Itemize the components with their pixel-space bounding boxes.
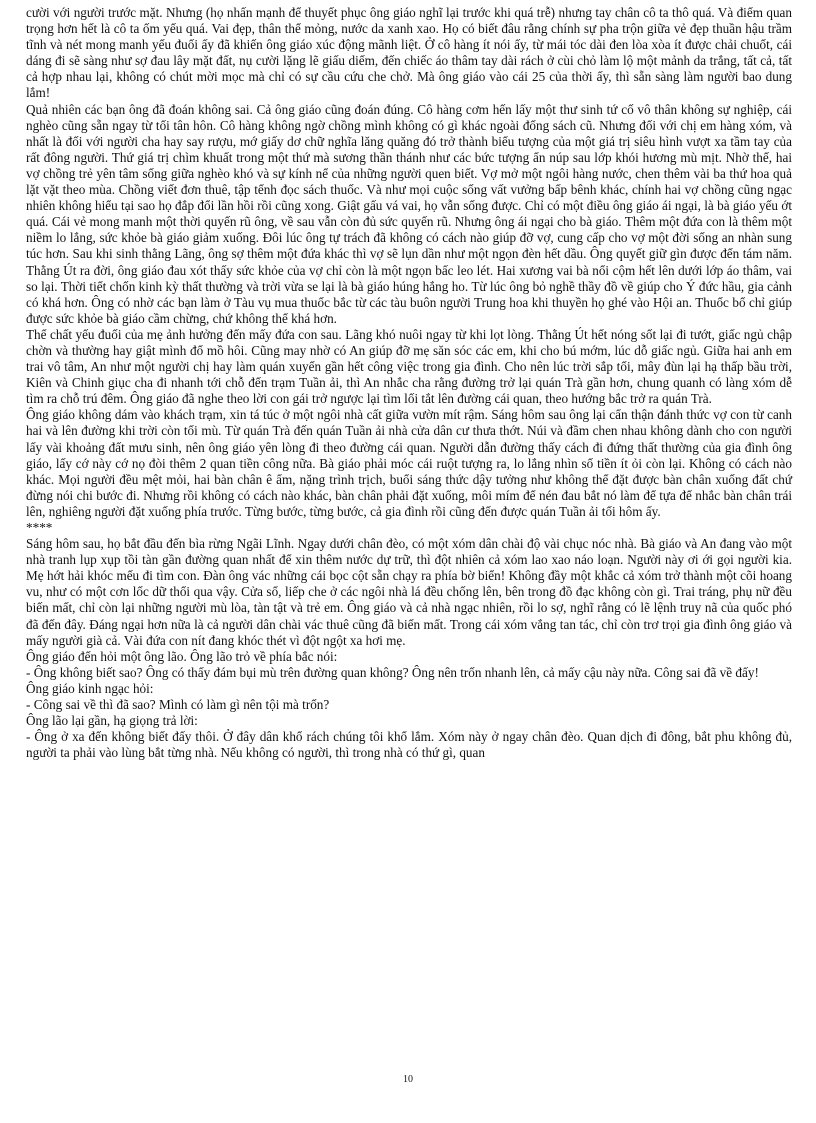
paragraph: cười với người trước mặt. Nhưng (họ nhấn mạnh để thuyết phục ông giáo nghĩ lại trước khi quá trễ) nhưng tay chân cô ta thô quá. Và điểm quan trọng hơn hết là cô ta ốm yếu quá. Vai đẹp, thân thể mỏng, nước da xanh xao. Họ có biết đâu rằng chính sự pha trộn giữa vẻ đẹp thuần hậu trầm tĩnh và nét mong manh yếu đuối ấy đã khiến ông giáo xúc động mãnh liệt. Ở cô hàng ít nói ấy, từ mái tóc dài đen lòa xòa ít được chải chuốt, cái dáng đi sẽ sàng như sợ đau lây mặt đất, nụ cười lặng lẽ giấu diếm, đến chiếc áo thâm tay dài rách ở cùi chỏ làm lộ một mảnh da trắng, tất cả, tất cả hợp nhau lại, không có chút mời mọc mà chỉ có sự cầu cứu che chở. Mà ông giáo vào cái 25 của thời ấy, thì sẵn sàng làm người bao dung lắm! (26, 5, 792, 101)
paragraph: Ông giáo kinh ngạc hỏi: (26, 680, 154, 696)
paragraph: Thể chất yếu đuối của mẹ ảnh hưởng đến mấy đứa con sau. Lãng khó nuôi ngay từ khi lọt lòng. Thằng Út hết nóng sốt lại đi tướt, giấc ngủ chập chờn và thường hay giật mình đổ mồ hôi. Cũng may nhờ có An giúp đỡ mẹ săn sóc các em, khi cho bú mớm, lúc dỗ giấc ngủ. Giữa hai anh em trai vô tâm, An như một người chị hay làm quán xuyến gần hết công việc trong gia đình. Cho nên lúc trời sắp tối, mây đùn lại hạ thấp bầu trời, Kiên và Chinh giục cha đi nhanh tới chỗ đến trạm Tuần ải, thì An nhắc cha rằng đường trở lại quán Trà gần hơn, chung quanh có làng xóm dễ tìm ra chỗ trú đêm. Ông giáo đã nghe theo lời con gái trở ngược lại tìm lối tắt lên đường cái quan, theo hướng bắc trở ra quán Trà. (26, 326, 792, 407)
paragraph: Ông giáo đến hỏi một ông lão. Ông lão trỏ về phía bắc nói: (26, 648, 338, 664)
paragraph: Quả nhiên các bạn ông đã đoán không sai. Cả ông giáo cũng đoán đúng. Cô hàng cơm hến lấy một thư sinh tứ cố vô thân không sự nghiệp, cái nghèo cũng sẵn ngay từ tối tân hôn. Cô hàng không ngờ chồng mình không có gì khác ngoài đống sách cũ. Nhưng đối với chị em hàng xóm, và nhất là đối với người cha hay say rượu, mớ giấy dơ chữ nghĩa lăng quăng đó trở thành biểu tượng của một giá trị siêu hình vượt xa tầm tay của rất đông người. Thứ giá trị chìm khuất trong một thứ mà sương thần thánh như các bức tượng ẩn núp sau lớp khói hương mù mịt. Nhờ thế, hai vợ chồng trẻ yên tâm sống giữa nghèo khó và sự kính nể của những người quen biết. Vợ mở một ngôi hàng nước, chen thêm vài ba thứ hoa quả lặt vặt theo mùa. Chồng viết đơn thuê, tập tểnh đọc sách thuốc. Và như mọi cuộc sống vất vưởng bấp bênh khác, chính hai vợ chồng cũng ngạc nhiên không hiểu tại sao họ đắp đổi lần hồi rồi cũng xong. Giật gấu vá vai, họ vẫn sống được. Chỉ có một điều ông giáo ái ngại, là bà giáo yếu ớt quá. Cái vẻ mong manh một thời quyến rũ ông, về sau vẫn còn đủ sức quyến rũ. Nhưng ông ái ngại cho bà giáo. Thêm một đứa con là thêm một niềm lo lắng, sức khỏe bà giáo giảm xuống. Đôi lúc ông tự trách đã không có cách nào giúp đỡ vợ, cung cấp cho vợ một đời sống an nhàn sung túc hơn. Sau khi sinh thằng Lãng, ông sợ thêm một đứa khác thì vợ sẽ lụn dần như một ngọn đèn hết dầu. Ông quyết giữ gìn được đến tám năm. Thằng Út ra đời, ông giáo đau xót thấy sức khỏe của vợ chỉ còn là một ngọn bấc leo lét. Hai xương vai bà nổi cộm hết lên dưới lớp áo thâm, vai so lại. Thời tiết chốn kinh kỳ thất thường và trời vừa se lại là bà giáo húng hắng ho. Từ lúc ông bỏ nghề thầy đồ về giúp cho Ý đức hầu, gia cảnh có khá hơn. Ông có nhờ các bạn làm ở Tàu vụ mua thuốc bắc từ các tàu buôn người Trung hoa khi thuyền họ ghé vào Hội an. Thuốc bổ chỉ giúp được sức khỏe bà giáo cầm chừng, chứ không thể khá hơn. (26, 101, 792, 326)
paragraph: Ông lão lại gần, hạ giọng trả lời: (26, 713, 198, 729)
document-page (26, 5, 792, 761)
dialogue-line: - Ông không biết sao? Ông có thấy đám bụi mù trên đường quan không? Ông nên trốn nhanh lên, cả mấy cậu này nữa. Công sai đã về đấy! (26, 664, 759, 680)
section-separator: **** (26, 520, 53, 535)
page-number: 10 (403, 1074, 413, 1085)
paragraph: Sáng hôm sau, họ bắt đầu đến bìa rừng Ngãi Lĩnh. Ngay dưới chân đèo, có một xóm dân chài độ vài chục nóc nhà. Bà giáo và An đang vào một nhà tranh lụp xụp tồi tàn gần đường quan nhất để xin thêm nước dự trữ, thì đột nhiên cả xóm lao xao náo loạn. Người này ơi ới gọi người kia. Mẹ hớt hải khóc mếu đi tìm con. Đàn ông vác những cái bọc cột sẵn chạy ra phía bờ biển! Không đầy một khắc cả xóm trở thành một cõi hoang vu, như có một cơn lốc dữ thổi qua vậy. Cửa sổ, liếp che ở các ngôi nhà lá đều chống lên, bên trong đồ đạc không còn gì. Trai tráng, phụ nữ đều biến mất, chỉ còn lại những người mù lòa, tàn tật và trẻ em. Ông giáo và cả nhà ngạc nhiên, rồi lo sợ, nghĩ rằng có lẽ lệnh truy nã của quốc phó đã đến đây. Đáng ngại hơn nữa là cả người dân chài vác thuê cũng đã biến mất. Trong cái xóm vắng tan tác, chỉ còn trơ trọi gia đình ông giáo và mấy người già cả. Vài đứa con nít đang khóc thét vì đột ngột xa hơi mẹ. (26, 536, 792, 648)
paragraph: Ông giáo không dám vào khách trạm, xin tá túc ở một ngôi nhà cất giữa vườn mít rậm. Sáng hôm sau ông lại cẩn thận đánh thức vợ con từ canh hai và lên đường khi trời còn tối mù. Từ quán Trà đến quán Tuần ải nhà cửa dân cư thưa thớt. Núi và đầm chen nhau không dành cho con người lấy vài khoảng đất mưu sinh, nên ông giáo yên lòng đi theo đường cái quan. Người dẫn đường thấy cách đi đứng thất thường của gia đình ông giáo, lấy cớ này cớ nọ đòi thêm 2 quan tiền công nữa. Bà giáo phải móc cái ruột tượng ra, lo lắng nhìn số tiền ít ỏi còn lại. Không có cách nào khác. Mọi người đều mệt mỏi, hai bàn chân ê ẩm, nặng trình trịch, buổi sáng thức dậy tưởng như không thể đặt được bàn chân xuống đất chứ đừng nói chi bước đi. Nhưng rồi không có cách nào khác, bàn chân phải đặt xuống, môi mím để nén đau bắt nó làm để tựa để nhắc bàn chân trái lên, nghiêng người đặt xuống phía trước. Từng bước, từng bước, cả gia đình rồi cũng đến được quán Tuần ải tối hôm ấy. (26, 407, 792, 519)
dialogue-line: - Ông ở xa đến không biết đấy thôi. Ở đây dân khổ rách chúng tôi khổ lắm. Xóm này ở ngay chân đèo. Quan dịch đi đông, bắt phu không đủ, người ta phải vào lùng bắt từng nhà. Nếu không có người, thì trong nhà có thứ gì, quan (26, 729, 792, 761)
dialogue-line: - Công sai về thì đã sao? Mình có làm gì nên tội mà trốn? (26, 697, 330, 713)
